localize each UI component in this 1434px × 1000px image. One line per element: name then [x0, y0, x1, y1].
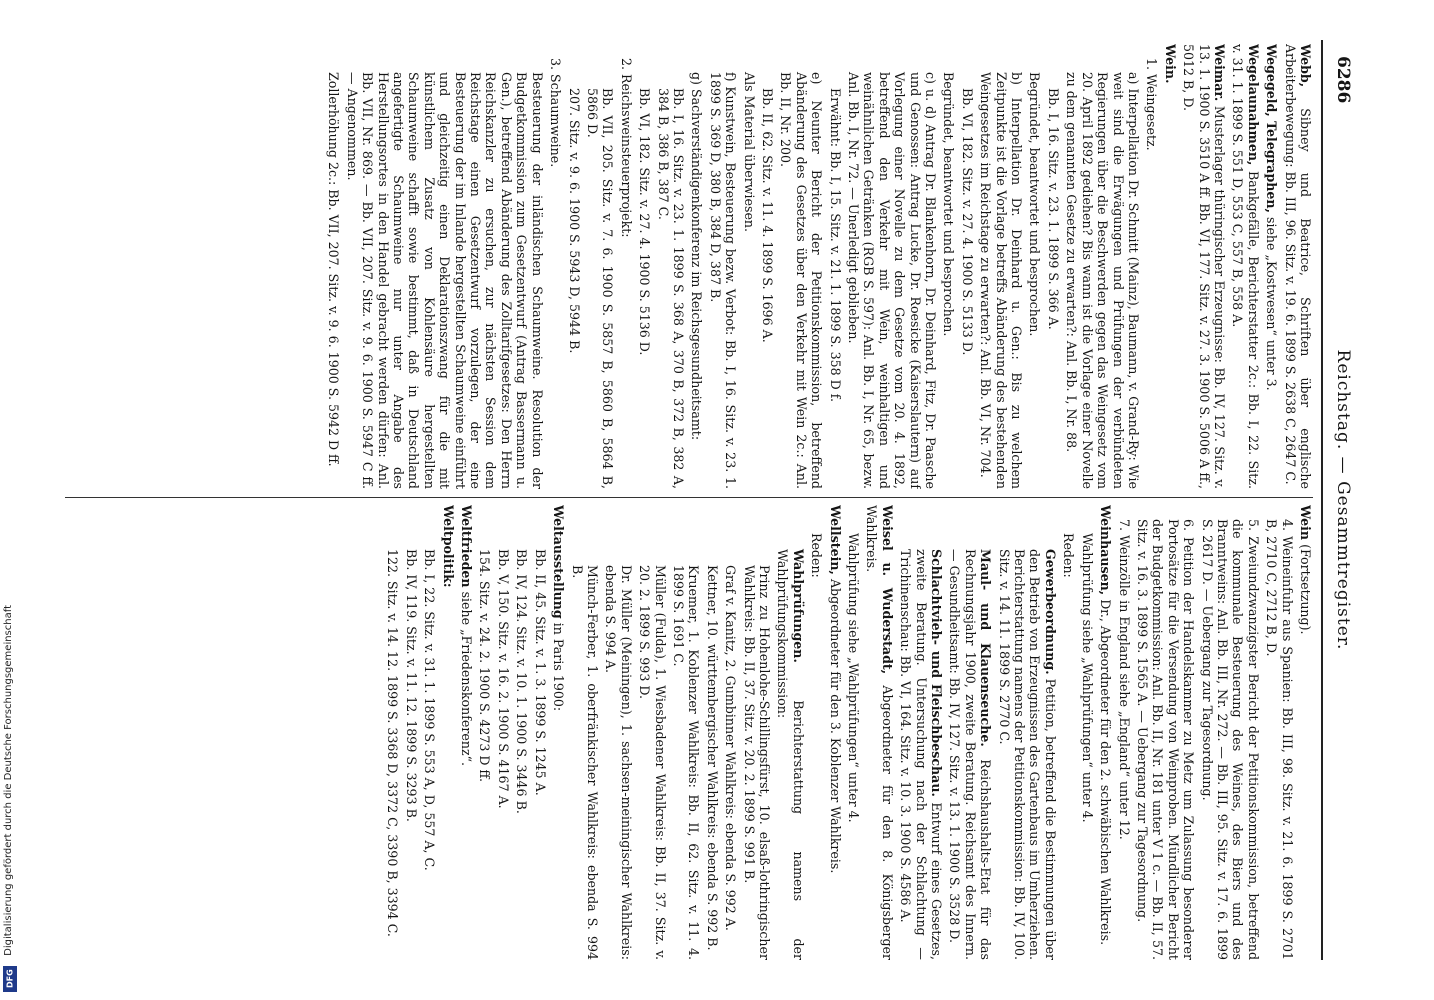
entry-text: Bankgefälle, Berichterstatter 2c.: Bb. I, 22. Sitz. v. 31. 1. 1899 S. 551 D, 553 C, 557 B, 558 A. [1230, 44, 1261, 489]
entry-keyword: Weimar. [1211, 44, 1227, 102]
entry-text: 7. Weinzölle in England siehe „England“ unter 12. [1116, 519, 1132, 840]
entry-text: Bb. I, 22. Sitz. v. 31. 1. 1899 S. 553 A, D, 557 A, C. [422, 549, 438, 871]
entry-text: Entwurf eines Gesetzes, zweite Beratung. Untersuchung nach der Schlachtung — Trichinenschau: Bb. VI, 164. Sitz. v. 10. 3. 1900 S. 4586 A. [898, 549, 945, 960]
register-entry [655, 44, 686, 489]
entry-text: Prinz zu Hohenlohe-Schillingsfürst, 10. elsaß-lothringischer Wahlkreis: Bb. II, 37. Sitz. v. 20. 2. 1899 S. 991 B. [741, 565, 772, 960]
register-entry [566, 44, 581, 489]
entry-keyword: Weisel u. Wuderstadt, [879, 505, 895, 675]
entry-text: g) Sachverständigenkonferenz im Reichsgesundheitsamt: [689, 72, 705, 441]
entry-text: Wahlprüfung siehe „Wahlprüfungen“ unter 4. [846, 533, 862, 823]
entry-text: 122. Sitz. v. 14. 12. 1899 S. 3368 D, 3372 C, 3390 B, 3394 C. [385, 549, 401, 937]
page-number: 6286 [1333, 56, 1353, 104]
entry-text: 154. Sitz. v. 24. 2. 1900 S. 4273 D ff. [477, 549, 493, 782]
page-title: Reichstag. — Gesammtregister. [1333, 349, 1353, 651]
register-entry [618, 44, 633, 489]
right-column [65, 505, 1313, 960]
register-entry [778, 44, 824, 489]
entry-text: 5. Zweiundzwanzigster Bericht der Petitionskommission, betreffend die kommunale Besteuerung des Weines, des Biers und des Branntweins: Anl. Bb. III, Nr. 272. — Bb. III, 95. Sitz. v. 17. 6. 1899 S. 2617 D. — Uebergang zur Tagesordnung. [1199, 519, 1261, 960]
entry-text: Als Material überwiesen. [741, 72, 757, 233]
entry-text: Kruemer, 1. Koblenzer Wahlkreis: Bb. II, 62. Sitz. v. 11. 4. 1899 S. 1691 C. [670, 565, 702, 960]
register-entry [1298, 505, 1313, 960]
entry-text: siehe „Friedenskonferenz“. [459, 587, 475, 767]
entry-text: Reichshaushalts-Etat für das Rechnungsjahr 1900, zweite Beratung. Reichsamt des Innern. — Gesundheitsamt: Bb. IV, 127. Sitz. v. 13. 1. 1900 S. 3528 D. [947, 549, 994, 960]
entry-text: 6. Petition der Handelskammer zu Metz um Zulassung besonderer Portosätze für die Versendung von Weinproben. Mündlicher Bericht der Budgetkommission: Anl. Bb. II, Nr. 181 unter V 1 c. — Bb. II, 57. Sitz. v. 16. 3. 1899 S. 1565 A. — Uebergang zur Tagesordnung. [1134, 519, 1197, 960]
entry-text: Wahlprüfung siehe „Wahlprüfungen“ unter 4. [1079, 533, 1095, 823]
entry-text: Abgeordneter für den 3. Koblenzer Wahlkreis. [827, 574, 843, 874]
register-entry [403, 505, 418, 960]
register-entry [741, 505, 772, 960]
entry-keyword: Gewerbeordnung. [1042, 549, 1058, 675]
entry-text: Müller (Fulda), 1. Wiesbadener Wahlkreis: Bb. II, 37. Sitz. v. 20. 2. 1899 S. 993 D. [637, 565, 668, 960]
register-entry [459, 505, 474, 960]
entry-text: Zollerhöhung 2c.: Bb. VII, 207. Sitz. v. 9. 6. 1900 S. 5942 D ff. [326, 72, 342, 467]
register-entry [959, 44, 974, 489]
entry-keyword: Weltausstellung [551, 505, 567, 619]
register-entry [1199, 505, 1261, 960]
register-entry [1144, 44, 1159, 489]
entry-text: Bb. V, 150. Sitz. v. 16. 2. 1900 S. 4167 A. [495, 549, 511, 809]
register-entry [477, 505, 492, 960]
register-entry [1027, 44, 1042, 489]
entry-text: Sibney und Beatrice, Schriften über englische Arbeiterbewegung: Bb. III, 96. Sitz. v. 19. 6. 1899 S. 2638 C, 2647 C. [1282, 44, 1313, 489]
register-entry [585, 44, 616, 489]
register-entry [1162, 44, 1177, 489]
column-divider [65, 497, 1313, 498]
entry-keyword: Weltfrieden [459, 505, 475, 588]
entry-text: Dr. Müller (Meiningen), 1. sachsen-meiningischer Wahlkreis: ebenda S. 994 A. [603, 565, 634, 960]
register-entry [775, 505, 806, 960]
register-entry [440, 505, 455, 960]
register-entry [1064, 44, 1141, 489]
register-entry [1230, 44, 1261, 489]
entry-text: Erwähnt: Bb. I, 15. Sitz. v. 21. 1. 1899 S. 358 D f. [827, 88, 843, 402]
dfg-logo: DFG [3, 966, 17, 992]
register-entry [1135, 505, 1197, 960]
register-entry [496, 505, 511, 960]
register-entry [1098, 505, 1113, 960]
register-entry [898, 505, 944, 960]
entry-keyword: Wegelaunahmen, [1245, 44, 1261, 166]
entry-text: 4. Weineinfuhr aus Spanien: Bb. III, 98. Sitz. v. 21. 6. 1899 S. 2701 B, 2710 C, 2712 B, D. [1264, 519, 1295, 960]
entry-text: Bb. VI, 182. Sitz. v. 27. 4. 1900 S. 5133 D. [959, 88, 975, 356]
entry-text: Begründet, beantwortet und besprochen. [1027, 72, 1043, 337]
entry-keyword: Maul- und Klauenseuche. [978, 549, 994, 747]
entry-text: 1. Weingesetz. [1144, 58, 1160, 151]
register-entry [569, 505, 600, 960]
entry-text: Bb. II, 62. Sitz. v. 11. 4. 1899 S. 1696 A. [760, 88, 775, 343]
register-entry [947, 505, 993, 960]
register-entry [603, 505, 634, 960]
register-entry [385, 505, 400, 960]
register-entry [846, 505, 861, 960]
funding-note: Digitalisierung gefördert durch die Deutsche Forschungsgemeinschaft [3, 605, 14, 956]
register-entry [637, 44, 652, 489]
entry-text: Begründet, beantwortet und besprochen. [941, 72, 957, 337]
entry-text: Münch-Ferber, 1. oberfränkischer Wahlkreis: ebenda S. 994 B. [569, 565, 600, 960]
register-entry [846, 44, 938, 489]
page-header [1321, 40, 1357, 960]
register-entry [514, 505, 529, 960]
entry-keyword: Wein [1298, 505, 1313, 541]
entry-keyword: Weinhausen, [1098, 505, 1114, 596]
entry-text: b) Interpellation Dr. Deinhard u. Gen.: Bis zu welchem Zeitpunkte ist die Vorlage betreffs Abänderung des bestehenden Weingesetzes im Reichstage zu erwarten?: Anl. Bb. VI, Nr. 704. [978, 72, 1025, 489]
entry-text: Bb. I, 16. Sitz. v. 23. 1. 1899 S. 366 A. [1045, 88, 1061, 330]
entry-text: a) Interpellation Dr. Schmitt (Mainz), Baumann, v. Grand-Ry: Wie weit sind die Erwägungen und Prüfungen der verbündeten Regierungen über die Beschwerden gegen das Weingesetz vom 20. April 1892 gediehen? Bis wann ist die Vorlage einer Novelle zu dem genannten Gesetze zu erwarten?: Anl. Bb. I, Nr. 88. [1064, 72, 1141, 489]
entry-text: 2. Reichsweinsteuerprojekt: [618, 58, 634, 238]
register-entry [1116, 505, 1131, 960]
entry-text: siehe „Kostwesen“ unter 3. [1264, 212, 1280, 391]
register-entry [741, 44, 756, 489]
entry-keyword: Schlachtvieh- und Fleischbeschau. [929, 549, 945, 797]
entry-keyword: Wahlprüfungen. [790, 549, 806, 663]
entry-text: in Paris 1900: [551, 618, 567, 712]
register-entry [1079, 505, 1094, 960]
entry-text: Bb. II, 45. Sitz. v. 1. 3. 1899 S. 1245 A. [532, 549, 548, 796]
entry-text: Abgeordneter für den 8. Königsberger Wahlkreis. [864, 505, 895, 960]
entry-text: (Fortsetzung). [1298, 540, 1313, 635]
register-entry [326, 44, 341, 489]
register-entry [1264, 505, 1295, 960]
entry-text: Besteuerung der inländischen Schaumweine. Resolution der Budgetkommission zum Gesetzentwurf (Antrag Bassermann u. Gen.), betreffend Abänderung des Zolltarifgesetzes: Den Herrn Reichskanzler zu ersuchen, zur nächsten Session dem Reichstage einen Gesetzentwurf vorzulegen, der eine Besteuerung der im Inlande hergestellten Schaumweine einführt und gleichzeitig einen Deklarationszwang für die mit künstlichem Zusatz von Kohlensäure hergestellten Schaumweine schafft sowie bestimmt, daß in Deutschland angefertigte Schaumweine nur unter Angabe des Herstellungsortes in den Handel gebracht werden dürfen: Anl. Bb. VII, Nr. 869. — Bb. VII, 207. Sitz. v. 9. 6. 1900 S. 5947 C ff. — Angenommen. [344, 72, 545, 489]
entry-keyword: Webb, [1298, 44, 1313, 88]
entry-text: Bb. IV, 119. Sitz. v. 11. 12. 1899 S. 3293 B. [403, 549, 419, 822]
register-entry [723, 505, 738, 960]
register-entry [978, 44, 1024, 489]
register-entry [689, 44, 704, 489]
register-entry [1282, 44, 1313, 489]
entry-keyword: Wein. [1162, 44, 1178, 84]
register-entry [422, 505, 437, 960]
register-entry [827, 44, 842, 489]
register-entry [532, 505, 547, 960]
register-entry [1061, 505, 1076, 960]
register-entry [548, 44, 563, 489]
register-entry [941, 44, 956, 489]
register-entry [637, 505, 668, 960]
entry-text: Kettner, 10. württembergischer Wahlkreis: ebenda S. 992 B. [704, 565, 720, 951]
entry-text: Bb. I, 16. Sitz. v. 23. 1. 1899 S. 368 A, 370 B, 372 B, 382 A, 384 B, 386 B, 387 C. [655, 88, 686, 489]
entry-text: e) Neunter Bericht der Petitionskommission, betreffend Abänderung des Gesetzes über den Verkehr mit Wein 2c.: Anl. Bb. II, Nr. 200. [778, 72, 825, 489]
left-column [65, 44, 1313, 489]
entry-text: 3. Schaumweine. [548, 58, 564, 168]
entry-text: Reden: [809, 533, 825, 578]
entry-text: Dr., Abgeordneter für den 2. schwäbischen Wahlkreis. [1098, 595, 1114, 946]
entry-text: c) u. d) Antrag Dr. Blankenhorn, Dr. Deinhard, Fitz, Dr. Paasche und Genossen: Antrag Lucke, Dr. Roesicke (Kaiserslautern) auf Vorlegung einer Novelle zu dem Gesetze vom 20. 4. 1892, betreffend den Verkehr mit Wein, weinhaltigen und weinähnlichen Getränken (RGB S. 597): Anl. Bb. I, Nr. 65, bezw. Anl. Bb. I, Nr. 72. — Unerledigt geblieben. [846, 72, 939, 489]
entry-text: Bb. VII, 205. Sitz. v. 7. 6. 1900 S. 5857 B, 5860 B, 5864 B, 5866 D. [584, 88, 616, 489]
register-entry [1264, 44, 1279, 489]
register-entry [344, 44, 544, 489]
entry-text: Reden: [1061, 533, 1077, 578]
register-entry [1046, 44, 1061, 489]
entry-text: Musterlager thüringischer Erzeugnisse: Bb. IV, 127. Sitz. v. 13. 1. 1900 S. 3510 A ff. Bb. VI, 177. Sitz. v. 27. 3. 1900 S. 5006 A ff., 5012 B, D. [1181, 44, 1227, 489]
entry-keyword: Weltpolitik: [440, 505, 456, 588]
entry-text: Bb. IV, 124. Sitz. v. 10. 1. 1900 S. 3446 B. [514, 549, 530, 814]
register-entry [760, 44, 775, 489]
entry-text: Berichterstattung namens der Wahlprüfungskommission: [775, 549, 806, 960]
register-entry [1181, 44, 1227, 489]
register-entry [707, 44, 738, 489]
register-entry [864, 505, 895, 960]
entry-text: Petition, betreffend die Bestimmungen über den Betrieb von Erzeugnissen des Gartenbaus im Umherziehen. Berichterstattung namens der Petitionskommission: Bb. IV, 100. Sitz. v. 14. 11. 1899 S. 2770 C. [996, 549, 1058, 960]
entry-text: Graf v. Kanitz, 2. Gumbinner Wahlkreis: ebenda S. 992 A. [723, 565, 739, 931]
register-entry [809, 505, 824, 960]
entry-keyword: Wellstein, [827, 505, 843, 575]
entry-text: Bb. VI, 182. Sitz. v. 27. 4. 1900 S. 5136 D. [637, 88, 653, 356]
entry-text: f) Kunstwein, Besteuerung bezw. Verbot: Bb. I, 16. Sitz. v. 23. 1. 1899 S. 369 D, 380 B, 384 D, 387 B. [707, 72, 739, 489]
register-entry [827, 505, 842, 960]
entry-keyword: Wegegeld, Telegraphen, [1264, 44, 1280, 213]
register-entry [671, 505, 702, 960]
entry-text: 207. Sitz. v. 9. 6. 1900 S. 5943 D, 5944 B. [566, 88, 582, 354]
register-entry [996, 505, 1058, 960]
register-entry [704, 505, 719, 960]
rotated-register-page [45, 0, 1365, 1000]
digitization-footer [0, 0, 22, 1000]
register-entry [551, 505, 566, 960]
